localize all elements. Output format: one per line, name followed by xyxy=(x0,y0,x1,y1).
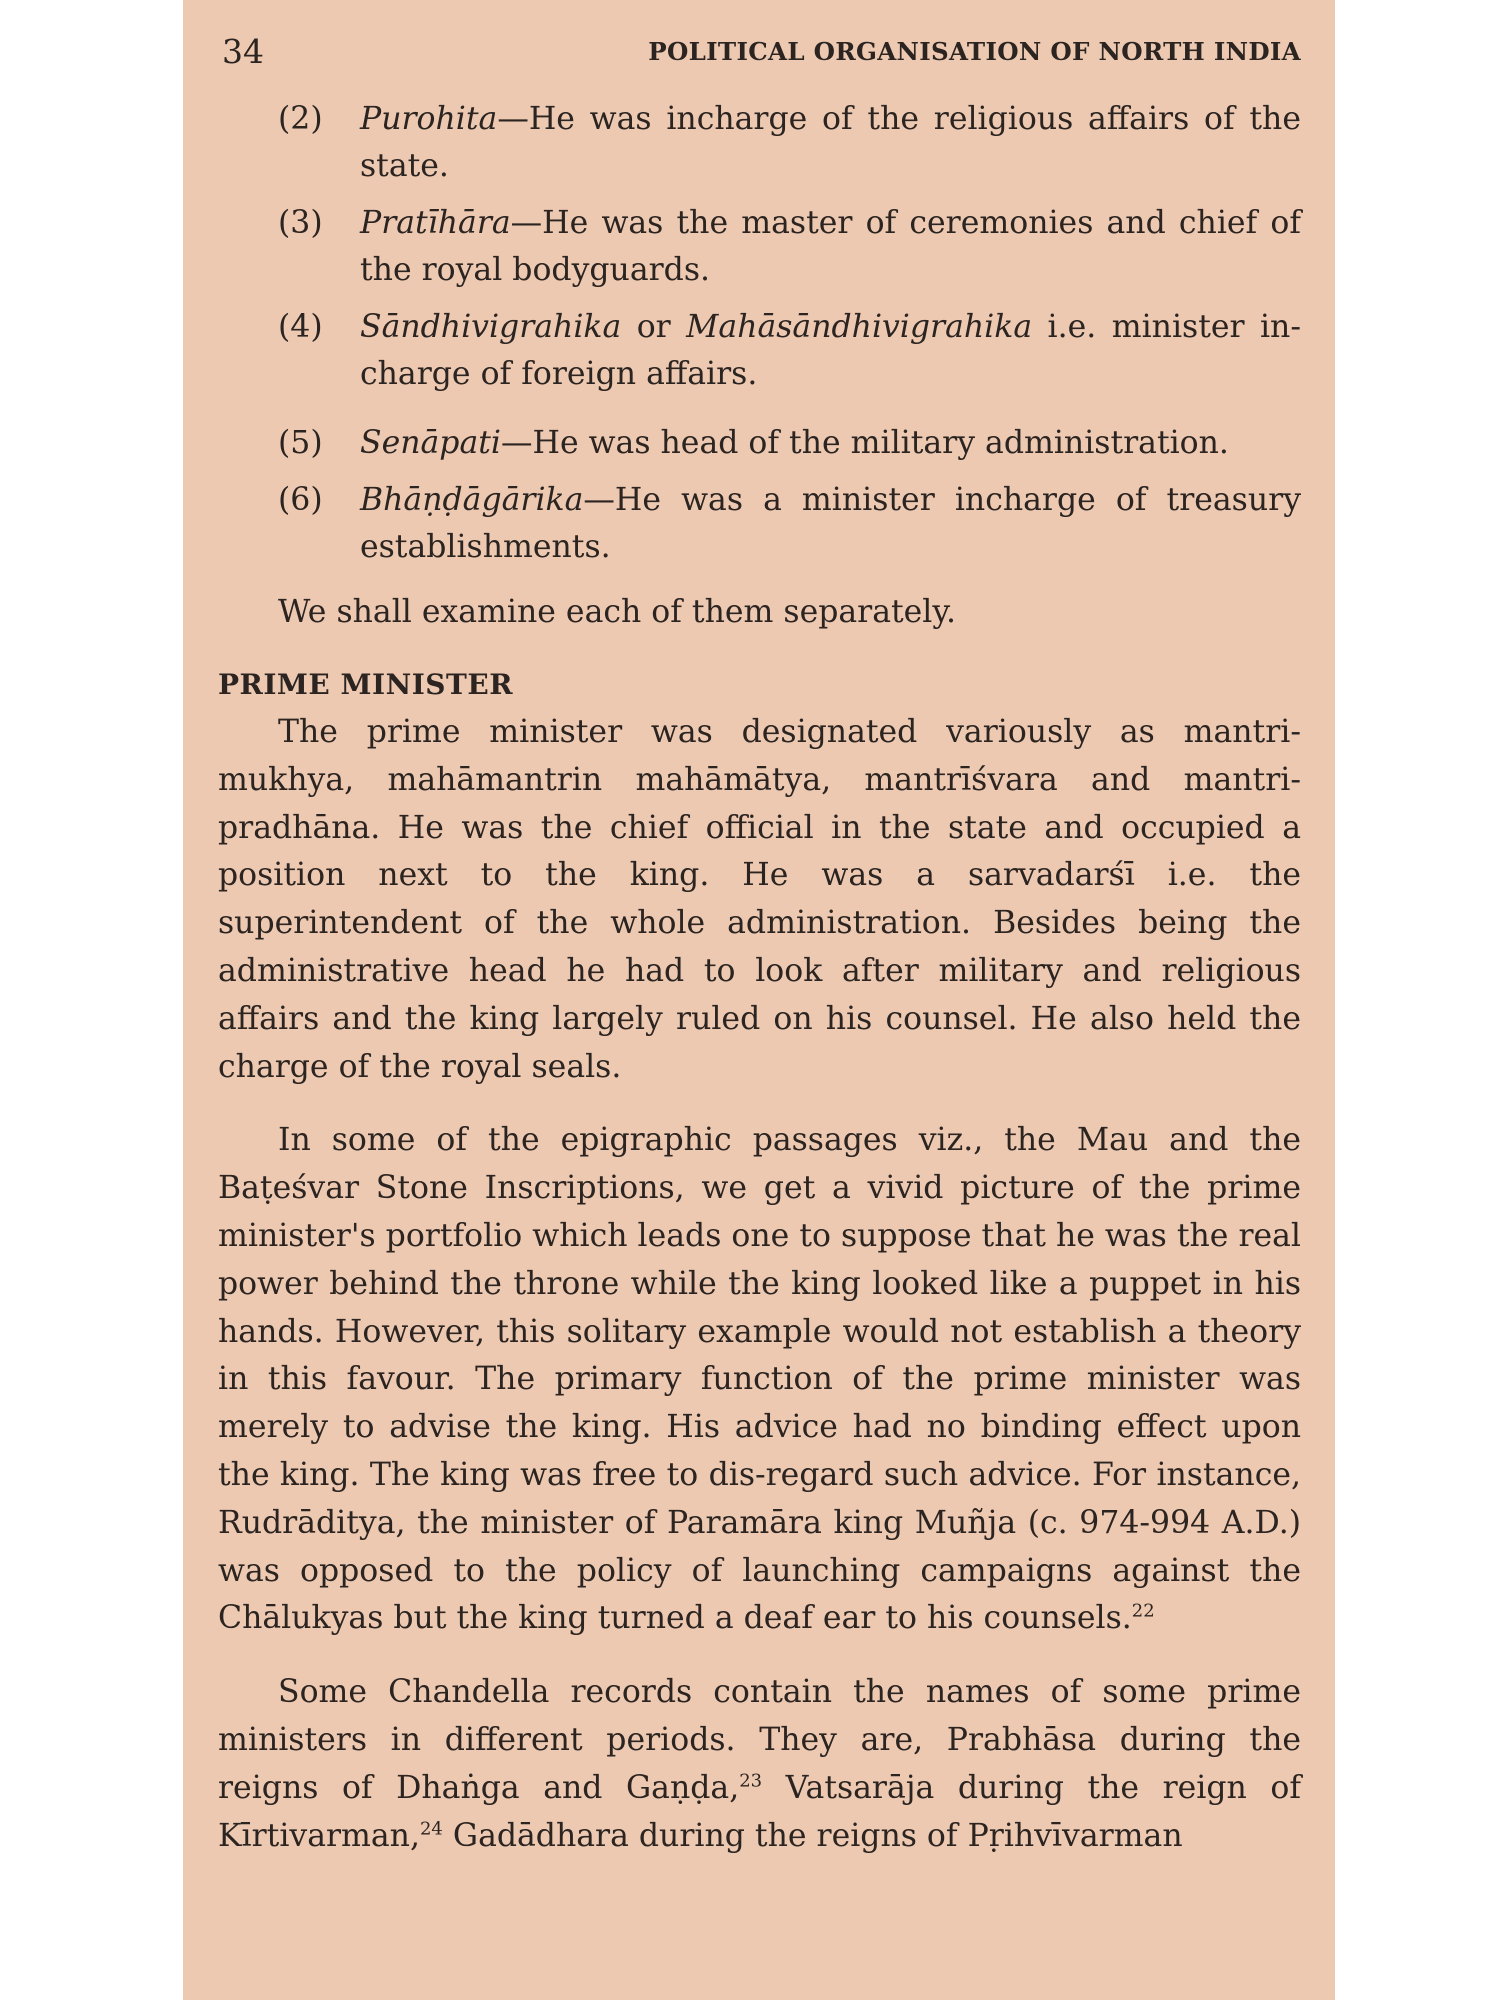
list-item: (2) Purohita—He was incharge of the religious affairs of the state. xyxy=(278,101,1301,184)
ministers-list xyxy=(218,96,1301,571)
paragraph: In some of the epigraphic passages viz., the Mau and the Baṭeśvar Stone Inscriptions, we get a vivid picture of the prime minister's portfolio which leads one to suppose that he was the real power behind the throne while the king looked like a puppet in his hands. However, this solitary example would not establish a theory in this favour. The primary function of the prime minister was merely to advise the king. His advice had no binding effect upon the king. The king was free to dis-regard such advice. For instance, Rudrāditya, the minister of Paramāra king Muñja (c. 974-994 A.D.) was opposed to the policy of launching campaigns against the Chālukyas but the king turned a deaf ear to his counsels.$^{22}$ xyxy=(218,1122,1301,1637)
section-heading: PRIME MINISTER xyxy=(218,668,513,701)
list-item: (4) Sāndhivigrahika or Mahāsāndhivigrahika i.e. minister in-charge of foreign affairs. xyxy=(278,309,1301,392)
page-number: 34 xyxy=(222,32,264,71)
book-page xyxy=(183,0,1335,2000)
paragraph: The prime minister was designated variously as mantri-mukhya, mahāmantrin mahāmātya, mantrīśvara and mantri-pradhāna. He was the chief official in the state and occupied a position next to the king. He was a sarvadarśī i.e. the superintendent of the whole administration. Besides being the administrative head he had to look after military and religious affairs and the king largely ruled on his counsel. He also held the charge of the royal seals. xyxy=(218,714,1301,1085)
page-header xyxy=(218,28,1301,80)
paragraph: Some Chandella records contain the names of some prime ministers in different periods. They are, Prabhāsa during the reigns of Dhaṅga and Gaṇḍa,$^{23}$ Vatsarāja during the reign of Kīrtivarman,$^{24}$ Gadādhara during the reigns of Pṛihvīvarman xyxy=(218,1674,1301,1854)
intro-line: We shall examine each of them separately. xyxy=(278,594,956,630)
footnote-ref: 24 xyxy=(419,1818,443,1840)
list-item: (5) Senāpati—He was head of the military administration. xyxy=(278,425,1229,461)
running-head: POLITICAL ORGANISATION OF NORTH INDIA xyxy=(648,37,1301,66)
footnote-ref: 22 xyxy=(1131,1600,1155,1622)
list-item: (3) Pratīhāra—He was the master of ceremonies and chief of the royal bodyguards. xyxy=(278,205,1301,288)
list-item: (6) Bhāṇḍāgārika—He was a minister incharge of treasury establishments. xyxy=(278,482,1301,565)
footnote-ref: 23 xyxy=(739,1770,763,1792)
